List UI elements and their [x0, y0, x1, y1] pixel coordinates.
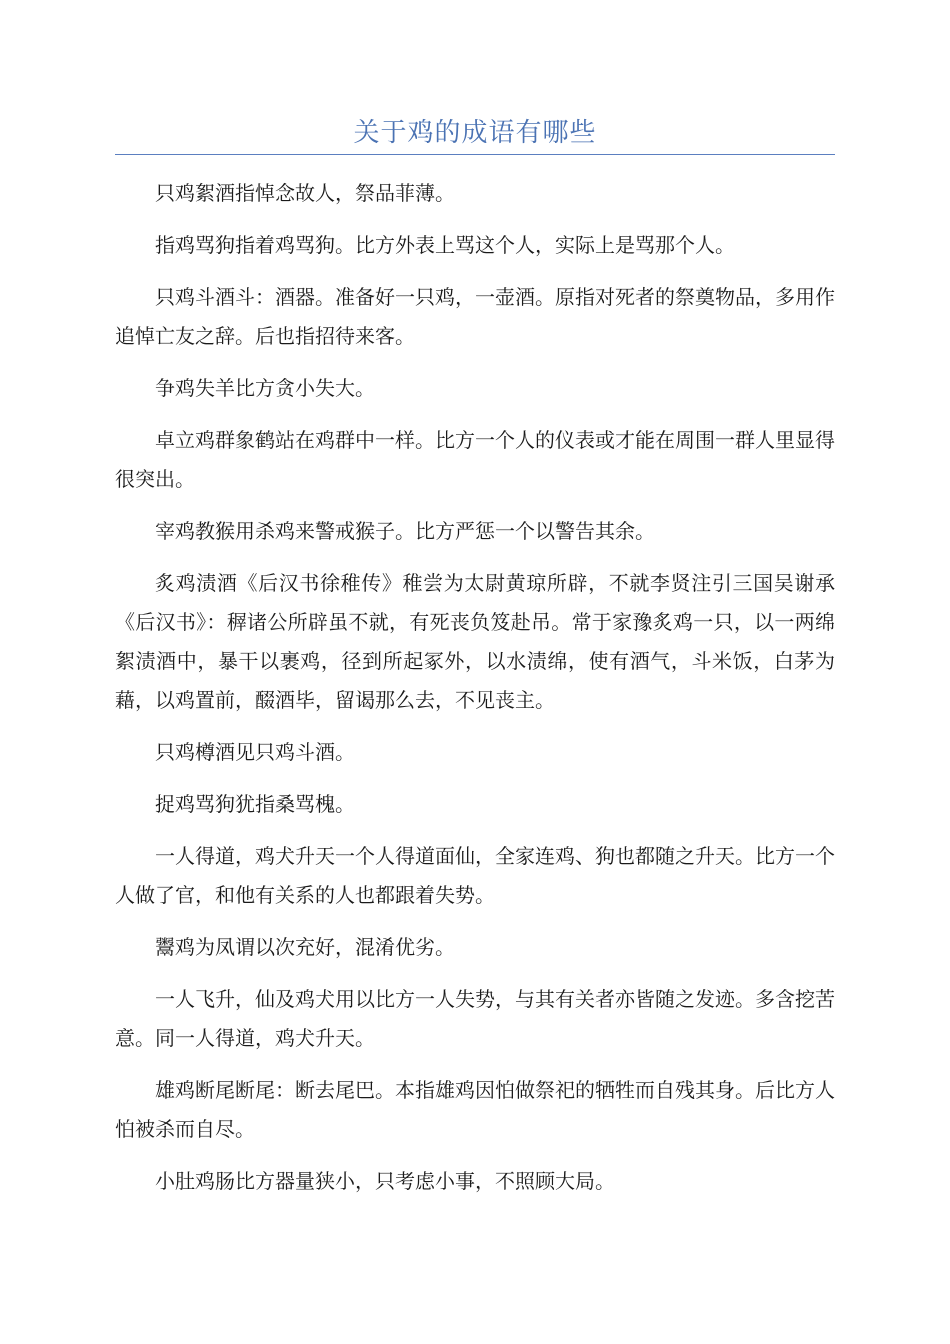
- paragraph: 只鸡絮酒指悼念故人，祭品菲薄。: [155, 181, 455, 205]
- paragraph: 只鸡斗酒斗：酒器。准备好一只鸡，一壶酒。原指对死者的祭奠物品，多用作追悼亡友之辞。后也指招待来客。: [115, 285, 835, 348]
- paragraph: 只鸡樽酒见只鸡斗酒。: [155, 740, 355, 764]
- paragraph: 捉鸡骂狗犹指桑骂槐。: [155, 792, 355, 816]
- page-title: 关于鸡的成语有哪些: [353, 118, 597, 148]
- paragraph: 雄鸡断尾断尾：断去尾巴。本指雄鸡因怕做祭祀的牺牲而自残其身。后比方人怕被杀而自尽。: [115, 1078, 835, 1141]
- paragraph: 一人飞升，仙及鸡犬用以比方一人失势，与其有关者亦皆随之发迹。多含挖苦意。同一人得道，鸡犬升天。: [115, 987, 835, 1050]
- paragraph: 鬻鸡为凤谓以次充好，混淆优劣。: [155, 935, 455, 959]
- paragraph: 小肚鸡肠比方器量狭小，只考虑小事，不照顾大局。: [155, 1169, 615, 1193]
- paragraph: 一人得道，鸡犬升天一个人得道面仙，全家连鸡、狗也都随之升天。比方一个人做了官，和他有关系的人也都跟着失势。: [115, 844, 835, 907]
- paragraph: 宰鸡教猴用杀鸡来警戒猴子。比方严惩一个以警告其余。: [155, 519, 655, 543]
- paragraph: 卓立鸡群象鹤站在鸡群中一样。比方一个人的仪表或才能在周围一群人里显得很突出。: [115, 428, 835, 491]
- paragraph: 指鸡骂狗指着鸡骂狗。比方外表上骂这个人，实际上是骂那个人。: [155, 233, 735, 257]
- document-body: [115, 174, 835, 1214]
- paragraph: 炙鸡渍酒《后汉书徐稚传》稚尝为太尉黄琼所辟，不就李贤注引三国吴谢承《后汉书》：稺诸公所辟虽不就，有死丧负笈赴吊。常于家豫炙鸡一只，以一两绵絮渍酒中，暴干以裹鸡，径到所起冢外，以水渍绵，使有酒气，斗米饭，白茅为藉，以鸡置前，醊酒毕，留谒那么去，不见丧主。: [115, 571, 835, 712]
- title-underline: [115, 154, 835, 155]
- paragraph: 争鸡失羊比方贪小失大。: [155, 376, 375, 400]
